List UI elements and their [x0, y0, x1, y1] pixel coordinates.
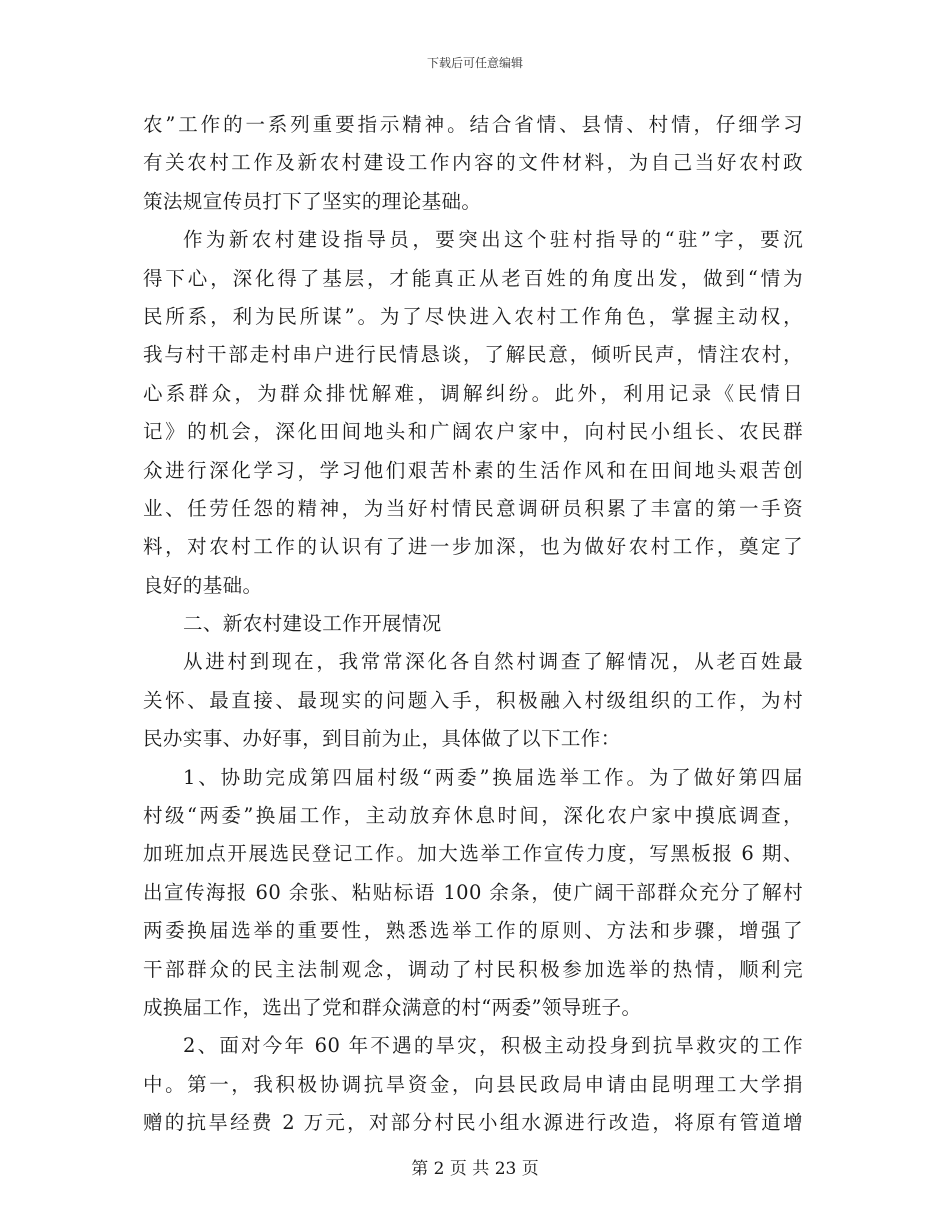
text-line: 农”工作的一系列重要指示精神。结合省情、县情、村情，仔细学习 — [143, 113, 803, 136]
text-line: 加班加点开展选民登记工作。加大选举工作宣传力度，写黑板报 6 期、 — [143, 842, 803, 866]
text-line: 2、面对今年 60 年不遇的旱灾，积极主动投身到抗旱救灾的工作 — [183, 1034, 803, 1058]
text-line: 成换届工作，选出了党和群众满意的村“两委”领导班子。 — [143, 995, 642, 1019]
text-line: 从进村到现在，我常常深化各自然村调查了解情况，从老百姓最 — [183, 650, 803, 674]
text-line: 关怀、最直接、最现实的问题入手，积极融入村级组织的工作，为村 — [143, 688, 803, 712]
text-line: 得下心，深化得了基层，才能真正从老百姓的角度出发，做到“情为 — [143, 266, 803, 290]
text-line: 民办实事、办好事，到目前为止，具体做了以下工作： — [143, 727, 621, 751]
text-line: 有关农村工作及新农村建设工作内容的文件材料，为自己当好农村政 — [143, 151, 803, 175]
text-line: 村级“两委”换届工作，主动放弃休息时间，深化农户家中摸底调查， — [143, 804, 803, 828]
text-line: 良好的基础。 — [143, 573, 263, 597]
text-line: 1、协助完成第四届村级“两委”换届选举工作。为了做好第四届 — [183, 765, 803, 789]
section-heading: 二、新农村建设工作开展情况 — [183, 612, 442, 636]
text-line: 我与村干部走村串户进行民情恳谈，了解民意，倾听民声，情注农村， — [143, 343, 803, 367]
text-line: 记》的机会，深化田间地头和广阔农户家中，向村民小组长、农民群 — [143, 420, 803, 444]
text-line: 作为新农村建设指导员，要突出这个驻村指导的“驻”字，要沉 — [183, 228, 803, 252]
text-line: 干部群众的民主法制观念，调动了村民积极参加选举的热情，顺利完 — [143, 957, 803, 981]
text-line: 策法规宣传员打下了坚实的理论基础。 — [143, 189, 482, 213]
text-line: 民所系，利为民所谋”。为了尽快进入农村工作角色，掌握主动权， — [143, 304, 803, 328]
document-body — [143, 106, 803, 1143]
text-line: 业、任劳任怨的精神，为当好村情民意调研员积累了丰富的第一手资 — [143, 496, 803, 520]
page-footer: 第 2 页 共 23 页 — [411, 1159, 539, 1179]
text-line: 众进行深化学习，学习他们艰苦朴素的生活作风和在田间地头艰苦创 — [143, 458, 803, 482]
text-line: 两委换届选举的重要性，熟悉选举工作的原则、方法和步骤，增强了 — [143, 919, 803, 943]
text-line: 出宣传海报 60 余张、粘贴标语 100 余条，使广阔干部群众充分了解村 — [143, 880, 803, 904]
text-line: 中。第一，我积极协调抗旱资金，向县民政局申请由昆明理工大学捐 — [143, 1072, 803, 1096]
text-line: 赠的抗旱经费 2 万元，对部分村民小组水源进行改造，将原有管道增 — [143, 1111, 803, 1135]
text-line: 料，对农村工作的认识有了进一步加深，也为做好农村工作，奠定了 — [143, 535, 803, 559]
page-header: 下载后可任意编辑 — [426, 56, 523, 70]
text-line: 心系群众，为群众排忧解难，调解纠纷。此外，利用记录《民情日 — [143, 381, 803, 405]
